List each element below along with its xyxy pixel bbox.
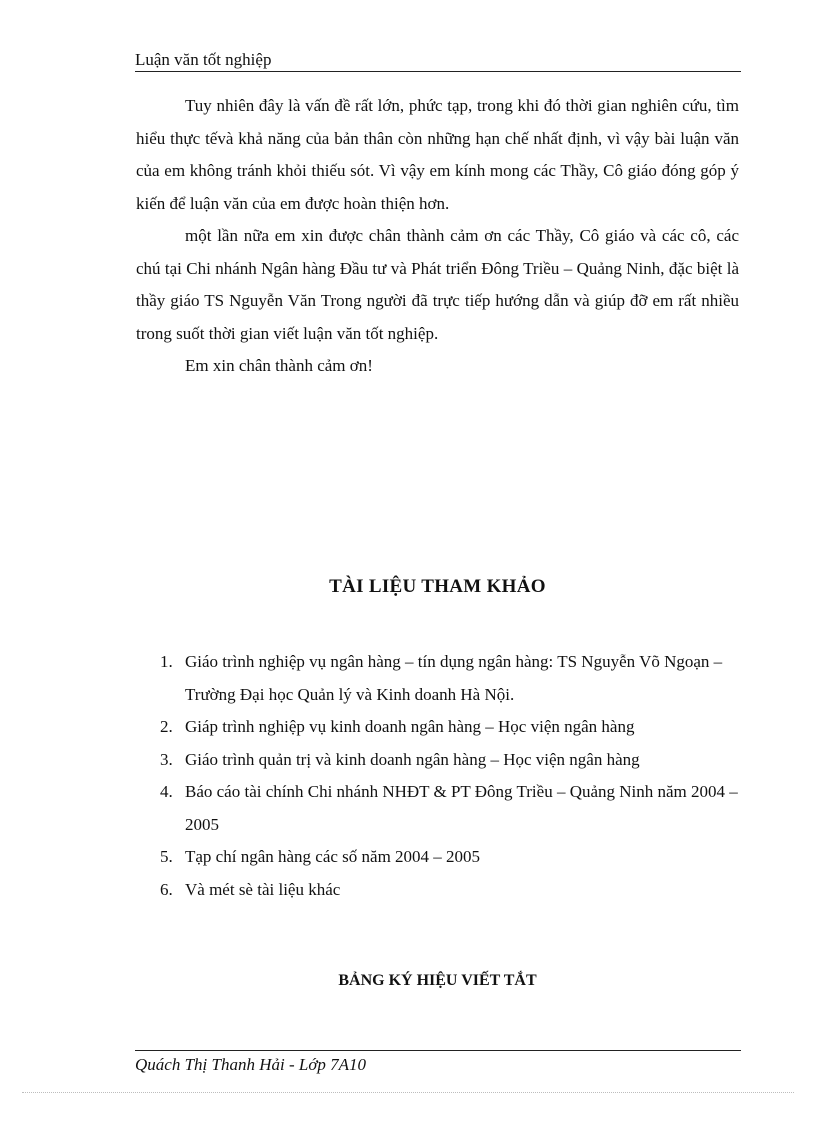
- list-item-number: 5.: [160, 847, 173, 866]
- list-item-number: 6.: [160, 879, 173, 899]
- list-item-number: 1.: [160, 652, 173, 671]
- list-item: [160, 874, 740, 907]
- list-item: [160, 744, 740, 777]
- list-item-number: 3.: [160, 749, 173, 769]
- list-item-text: Giáp trình nghiệp vụ kinh doanh ngân hàng – Học viện ngân hàng: [185, 717, 635, 736]
- list-item: [160, 776, 740, 841]
- page-header: Luận văn tốt nghiệp: [135, 50, 741, 72]
- references-list: [160, 646, 740, 906]
- list-item: [160, 841, 740, 874]
- paragraph-thanks: một lần nữa em xin được chân thành cảm ơn các Thầy, Cô giáo và các cô, các chú tại Chi nhánh Ngân hàng Đầu tư và Phát triển Đông Triều – Quảng Ninh, đặc biệt là thầy giáo TS Nguyễn Văn Trong người đã trực tiếp hướng dẫn và giúp đỡ em rất nhiều trong suốt thời gian viết luận văn tốt nghiệp.: [136, 226, 739, 343]
- abbreviations-title: BẢNG KÝ HIỆU VIẾT TẮT: [338, 972, 537, 989]
- footer-divider: [135, 1050, 741, 1051]
- page-edge-divider: [22, 1092, 794, 1093]
- list-item-text: Tạp chí ngân hàng các số năm 2004 – 2005: [185, 847, 481, 866]
- body-text: [136, 90, 739, 383]
- page-footer: Quách Thị Thanh Hải - Lớp 7A10: [135, 1055, 367, 1074]
- paragraph-closing: Em xin chân thành cảm ơn!: [185, 356, 373, 375]
- list-item-text: Báo cáo tài chính Chi nhánh NHĐT & PT Đông Triều – Quảng Ninh năm 2004 – 2005: [185, 782, 738, 834]
- list-item-number: 2.: [160, 717, 173, 736]
- list-item-text: Giáo trình nghiệp vụ ngân hàng – tín dụng ngân hàng: TS Nguyễn Võ Ngoạn – Trường Đại học Quản lý và Kinh doanh Hà Nội.: [185, 652, 723, 704]
- list-item-text: Giáo trình quản trị và kinh doanh ngân hàng – Học viện ngân hàng: [185, 749, 640, 769]
- list-item-text: Và mét sè tài liệu khác: [185, 879, 341, 899]
- paragraph-limitations: Tuy nhiên đây là vấn đề rất lớn, phức tạp, trong khi đó thời gian nghiên cứu, tìm hiểu thực tếvà khả năng của bản thân còn những hạn chế nhất định, vì vậy bài luận văn của em không tránh khỏi thiếu sót. Vì vậy em kính mong các Thầy, Cô giáo đóng góp ý kiến để luận văn của em được hoàn thiện hơn.: [136, 96, 739, 213]
- list-item: [160, 646, 740, 711]
- list-item: [160, 711, 740, 744]
- list-item-number: 4.: [160, 782, 173, 801]
- references-title: TÀI LIỆU THAM KHẢO: [329, 576, 546, 597]
